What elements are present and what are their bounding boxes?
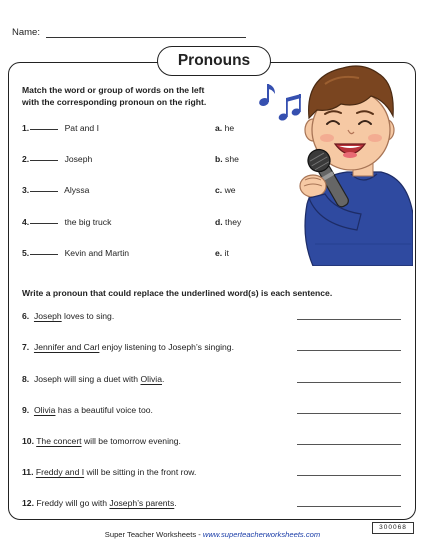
choice-text: he	[224, 123, 235, 133]
choice-text: she	[225, 154, 239, 164]
sentence-post: enjoy listening to Joseph’s singing.	[99, 342, 234, 352]
footer-url-link[interactable]: www.superteacherworksheets.com	[202, 530, 321, 539]
sentence-post: .	[161, 374, 165, 384]
choice-text: it	[224, 248, 229, 258]
answer-line-7[interactable]	[297, 350, 401, 351]
answer-blank[interactable]	[30, 129, 58, 130]
answer-blank[interactable]	[30, 223, 58, 224]
underlined-phrase: Joseph	[33, 311, 62, 321]
part2-instructions: Write a pronoun that could replace the underlined word(s) is each sentence.	[22, 288, 333, 298]
answer-line-8[interactable]	[297, 382, 401, 383]
match-item-5: 5. Kevin and Martin	[22, 248, 130, 258]
item-number: 10	[22, 436, 32, 446]
answer-line-12[interactable]	[297, 506, 401, 507]
answer-line-6[interactable]	[297, 319, 401, 320]
answer-line-11[interactable]	[297, 475, 401, 476]
footer-brand: Super Teacher Worksheets -	[104, 530, 203, 539]
choice-letter: d	[215, 217, 221, 227]
sentence-item-11: 11. Freddy and I will be sitting in the front row.	[22, 467, 197, 477]
music-note-icon	[258, 84, 301, 122]
item-text: Kevin and Martin	[64, 248, 130, 258]
item-number: 2	[22, 154, 27, 164]
choice-e: e. it	[215, 248, 229, 258]
choice-d: d. they	[215, 217, 242, 227]
item-number: 9	[22, 405, 27, 415]
answer-line-9[interactable]	[297, 413, 401, 414]
item-text: Alyssa	[64, 185, 90, 195]
item-number: 6	[22, 311, 27, 321]
name-field-line[interactable]	[46, 37, 246, 38]
item-number: 7	[22, 342, 27, 352]
sentence-item-9: 9. Olivia has a beautiful voice too.	[22, 405, 153, 415]
answer-blank[interactable]	[30, 160, 58, 161]
choice-a: a. he	[215, 123, 235, 133]
underlined-phrase: Jennifer and Carl	[33, 342, 100, 352]
choice-b: b. she	[215, 154, 239, 164]
item-number: 8	[22, 374, 27, 384]
singing-boy-illustration	[255, 54, 413, 266]
worksheet-code: 300068	[372, 522, 414, 534]
underlined-phrase: Olivia	[33, 405, 56, 415]
underlined-phrase: The concert	[36, 436, 82, 446]
sentence-pre: Freddy will go with	[36, 498, 110, 508]
part1-instructions-line1: Match the word or group of words on the left	[22, 85, 205, 95]
sentence-post: loves to sing.	[61, 311, 115, 321]
sentence-item-6: 6. Joseph loves to sing.	[22, 311, 115, 321]
answer-blank[interactable]	[30, 191, 58, 192]
part1-instructions-line2: with the corresponding pronoun on the right.	[22, 97, 207, 107]
match-item-2: 2. Joseph	[22, 154, 93, 164]
item-number: 1	[22, 123, 27, 133]
choice-letter: b	[215, 154, 221, 164]
answer-blank[interactable]	[30, 254, 58, 255]
item-text: Joseph	[64, 154, 93, 164]
sentence-item-12: 12. Freddy will go with Joseph’s parents.	[22, 498, 177, 508]
sentence-post: will be sitting in the front row.	[84, 467, 197, 477]
underlined-phrase: Freddy and I	[35, 467, 85, 477]
underlined-phrase: Olivia	[140, 374, 162, 384]
item-text: Pat and I	[64, 123, 99, 133]
part1-instructions	[22, 84, 206, 108]
item-number: 3	[22, 185, 27, 195]
sentence-post: .	[174, 498, 177, 508]
choice-c: c. we	[215, 185, 236, 195]
match-item-3: 3. Alyssa	[22, 185, 90, 195]
choice-text: we	[224, 185, 236, 195]
sentence-item-7: 7. Jennifer and Carl enjoy listening to Joseph’s singing.	[22, 342, 234, 352]
sentence-post: will be tomorrow evening.	[81, 436, 181, 446]
sentence-item-10: 10. The concert will be tomorrow evening.	[22, 436, 181, 446]
name-label: Name:	[12, 27, 40, 38]
choice-letter: a	[215, 123, 220, 133]
item-number: 4	[22, 217, 27, 227]
item-number: 5	[22, 248, 27, 258]
match-item-4: 4. the big truck	[22, 217, 112, 227]
item-number: 11	[22, 467, 32, 477]
footer	[0, 530, 425, 539]
item-text: the big truck	[64, 217, 112, 227]
sentence-item-8: 8. Joseph will sing a duet with Olivia.	[22, 374, 165, 384]
sentence-post: has a beautiful voice too.	[55, 405, 153, 415]
underlined-phrase: Joseph’s parents	[109, 498, 175, 508]
choice-text: they	[225, 217, 242, 227]
sentence-pre: Joseph will sing a duet with	[33, 374, 141, 384]
match-item-1: 1. Pat and I	[22, 123, 99, 133]
answer-line-10[interactable]	[297, 444, 401, 445]
choice-letter: c	[215, 185, 220, 195]
page-title: Pronouns	[157, 46, 271, 76]
item-number: 12	[22, 498, 32, 508]
choice-letter: e	[215, 248, 220, 258]
